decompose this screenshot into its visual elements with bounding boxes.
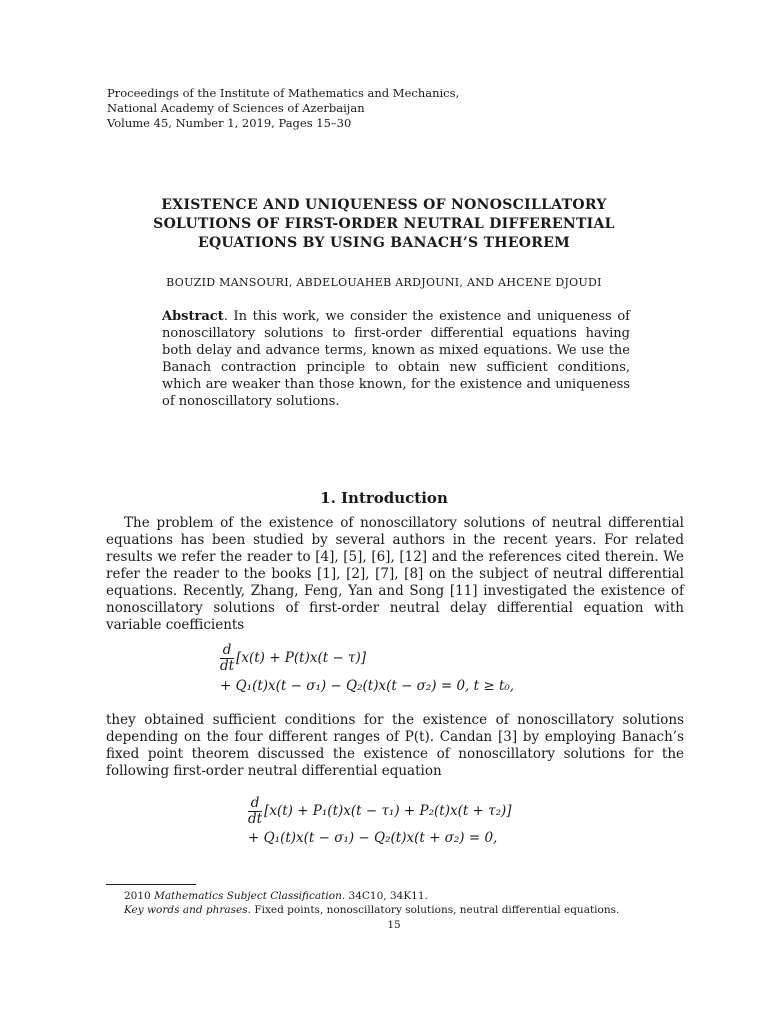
journal-header: [107, 86, 459, 131]
section-heading: 1. Introduction: [320, 489, 448, 507]
footnote-rule: [106, 884, 196, 885]
title-line-2: SOLUTIONS OF FIRST-ORDER NEUTRAL DIFFERENTIAL: [153, 216, 615, 232]
equation-2-expression: [x(t) + P₁(t)x(t − τ₁) + P₂(t)x(t + τ₂)]: [264, 803, 512, 819]
equation-2-line-2: + Q₁(t)x(t − σ₁) − Q₂(t)x(t + σ₂) = 0,: [248, 830, 498, 846]
header-line-1: Proceedings of the Institute of Mathematics and Mechanics,: [107, 86, 460, 100]
equation-1-expression: [x(t) + P(t)x(t − τ)]: [236, 650, 367, 666]
fraction-denominator: dt: [220, 658, 235, 674]
fraction-numerator: d: [248, 796, 262, 812]
intro-paragraph-1: The problem of the existence of nonoscillatory solutions of neutral differential equations has been studied by several authors in the recent years. For related results we refer the reader to [4], [5], [6], [12] and the references cited therein. We refer the reader to the books [1], [2], [7], [8] on the subject of neutral differential equations. Recently, Zhang, Feng, Yan and Song [11] investigated the existence of nonoscillatory solutions of first-order neutral delay differential equation with variable coefficients: [106, 515, 684, 633]
abstract-label: Abstract: [162, 309, 224, 324]
page-number: 15: [387, 919, 401, 931]
fraction-denominator: dt: [248, 811, 263, 827]
author-list: BOUZID MANSOURI, ABDELOUAHEB ARDJOUNI, AND AHCENE DJOUDI: [166, 276, 602, 289]
msc-codes: 34C10, 34K11.: [345, 890, 428, 902]
footnote-keywords: [124, 903, 619, 917]
paper-title: [60, 196, 708, 253]
header-line-2: National Academy of Sciences of Azerbaijan: [107, 101, 365, 115]
derivative-fraction: [220, 643, 234, 674]
equation-2-line-1: [248, 796, 512, 827]
keywords-label: Key words and phrases.: [124, 904, 251, 916]
footnote-msc: [124, 889, 428, 903]
header-line-3: Volume 45, Number 1, 2019, Pages 15–30: [107, 116, 352, 130]
title-line-1: EXISTENCE AND UNIQUENESS OF NONOSCILLATORY: [161, 197, 607, 213]
msc-label: Mathematics Subject Classification.: [154, 890, 346, 902]
abstract-text: . In this work, we consider the existence and uniqueness of nonoscillatory solutions to first-order differential equations having both delay and advance terms, known as mixed equations. We use the Banach contraction principle to obtain new sufficient conditions, which are weaker than those known, for the existence and uniqueness of nonoscillatory solutions.: [162, 309, 630, 409]
title-line-3: EQUATIONS BY USING BANACH’S THEOREM: [197, 235, 571, 251]
fraction-numerator: d: [220, 643, 234, 659]
msc-year: 2010: [124, 890, 155, 902]
keywords-value: Fixed points, nonoscillatory solutions, neutral differential equations.: [251, 904, 620, 916]
intro-paragraph-2: they obtained sufficient conditions for the existence of nonoscillatory solutions depending on the four different ranges of P(t). Candan [3] by employing Banach’s fixed point theorem discussed the existence of nonoscillatory solutions for the following first-order neutral differential equation: [106, 712, 684, 779]
equation-1-line-2: + Q₁(t)x(t − σ₁) − Q₂(t)x(t − σ₂) = 0, t ≥ t₀,: [220, 678, 515, 694]
abstract: [162, 308, 630, 410]
equation-1-line-1: [220, 643, 366, 674]
derivative-fraction: [248, 796, 262, 827]
